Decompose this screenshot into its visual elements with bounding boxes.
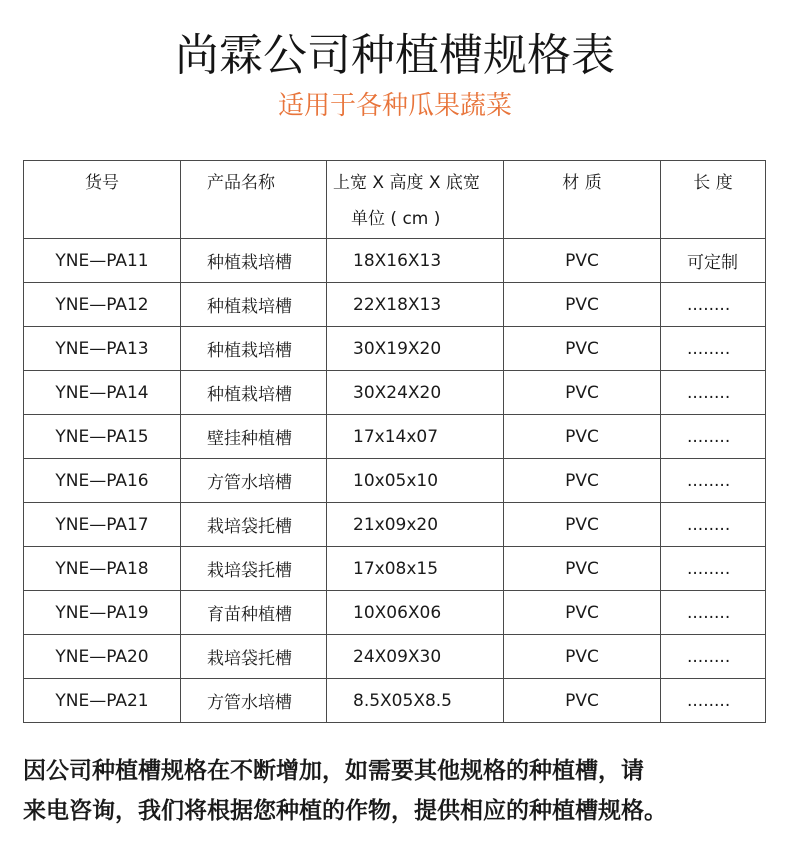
cell-material: PVC — [504, 591, 661, 635]
table-row — [24, 547, 766, 591]
cell-size: 17x08x15 — [327, 547, 504, 591]
cell-material: PVC — [504, 415, 661, 459]
cell-code: YNE—PA15 — [24, 415, 181, 459]
cell-name: 种植栽培槽 — [181, 239, 327, 283]
cell-name: 栽培袋托槽 — [181, 635, 327, 679]
spec-table — [23, 160, 766, 723]
header-size-line2: 单位 ( cm ) — [351, 209, 441, 229]
cell-size: 8.5X05X8.5 — [327, 679, 504, 723]
cell-material: PVC — [504, 547, 661, 591]
header-code: 货号 — [24, 161, 181, 239]
cell-length: ........ — [661, 459, 766, 503]
cell-name: 方管水培槽 — [181, 459, 327, 503]
table-header-row — [24, 161, 766, 239]
cell-code: YNE—PA21 — [24, 679, 181, 723]
footer-line-1: 因公司种植槽规格在不断增加，如需要其他规格的种植槽，请 — [23, 758, 644, 784]
table-row — [24, 327, 766, 371]
cell-code: YNE—PA12 — [24, 283, 181, 327]
cell-size: 22X18X13 — [327, 283, 504, 327]
table-row — [24, 635, 766, 679]
cell-length: ........ — [661, 679, 766, 723]
table-row — [24, 503, 766, 547]
cell-length: ........ — [661, 415, 766, 459]
cell-length: ........ — [661, 547, 766, 591]
cell-material: PVC — [504, 283, 661, 327]
cell-code: YNE—PA20 — [24, 635, 181, 679]
cell-size: 10x05x10 — [327, 459, 504, 503]
cell-size: 30X24X20 — [327, 371, 504, 415]
cell-size: 18X16X13 — [327, 239, 504, 283]
cell-length: 可定制 — [661, 239, 766, 283]
cell-length: ........ — [661, 283, 766, 327]
cell-size: 10X06X06 — [327, 591, 504, 635]
cell-code: YNE—PA11 — [24, 239, 181, 283]
cell-length: ........ — [661, 371, 766, 415]
table-row — [24, 679, 766, 723]
cell-name: 栽培袋托槽 — [181, 547, 327, 591]
cell-length: ........ — [661, 635, 766, 679]
cell-material: PVC — [504, 371, 661, 415]
header-material: 材 质 — [504, 161, 661, 239]
table-row — [24, 283, 766, 327]
cell-material: PVC — [504, 459, 661, 503]
cell-name: 栽培袋托槽 — [181, 503, 327, 547]
header-length: 长 度 — [661, 161, 766, 239]
cell-name: 方管水培槽 — [181, 679, 327, 723]
cell-material: PVC — [504, 635, 661, 679]
page-subtitle: 适用于各种瓜果蔬菜 — [277, 91, 512, 121]
cell-name: 育苗种植槽 — [181, 591, 327, 635]
cell-code: YNE—PA16 — [24, 459, 181, 503]
cell-size: 17x14x07 — [327, 415, 504, 459]
footer-line-2: 来电咨询，我们将根据您种植的作物，提供相应的种植槽规格。 — [23, 798, 667, 824]
cell-code: YNE—PA19 — [24, 591, 181, 635]
cell-length: ........ — [661, 591, 766, 635]
cell-size: 24X09X30 — [327, 635, 504, 679]
table-row — [24, 371, 766, 415]
cell-material: PVC — [504, 503, 661, 547]
cell-name: 种植栽培槽 — [181, 283, 327, 327]
table-row — [24, 591, 766, 635]
table-row — [24, 459, 766, 503]
cell-name: 种植栽培槽 — [181, 327, 327, 371]
cell-code: YNE—PA18 — [24, 547, 181, 591]
cell-length: ........ — [661, 503, 766, 547]
cell-size: 30X19X20 — [327, 327, 504, 371]
cell-length: ........ — [661, 327, 766, 371]
cell-code: YNE—PA14 — [24, 371, 181, 415]
cell-material: PVC — [504, 239, 661, 283]
cell-material: PVC — [504, 327, 661, 371]
cell-name: 壁挂种植槽 — [181, 415, 327, 459]
cell-code: YNE—PA13 — [24, 327, 181, 371]
cell-size: 21x09x20 — [327, 503, 504, 547]
header-size-line1: 上宽 X 高度 X 底宽 — [333, 173, 480, 193]
table-row — [24, 239, 766, 283]
page-title: 尚霖公司种植槽规格表 — [175, 30, 615, 81]
table-row — [24, 415, 766, 459]
header-name: 产品名称 — [181, 161, 327, 239]
footer-note — [23, 751, 783, 831]
cell-name: 种植栽培槽 — [181, 371, 327, 415]
header-size — [327, 161, 504, 239]
cell-code: YNE—PA17 — [24, 503, 181, 547]
cell-material: PVC — [504, 679, 661, 723]
